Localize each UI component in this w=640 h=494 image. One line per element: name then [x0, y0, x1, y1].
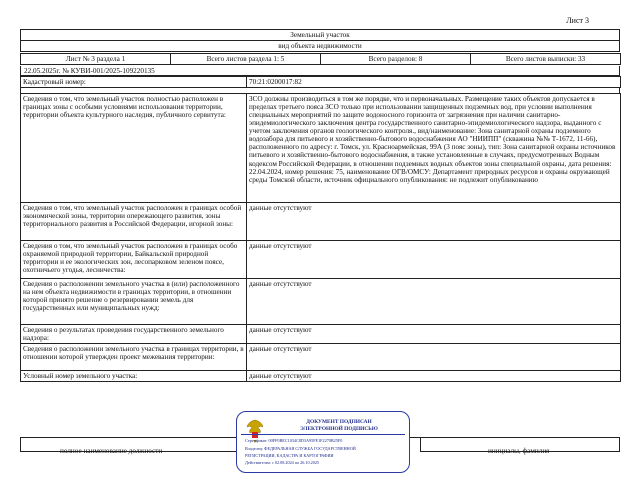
stamp-certificate: Сертификат: 00FF0BEC1034C8D3A95FE1F2270B25F0: [245, 438, 343, 443]
name-caption: инициалы, фамилия: [488, 447, 550, 455]
date-number-row: [20, 66, 620, 76]
total-sheets-section: Всего листов раздела 1: 5: [171, 54, 321, 65]
table-row: [21, 94, 621, 203]
stamp-title-line1: ДОКУМЕНТ ПОДПИСАН: [306, 419, 372, 425]
table-row: [21, 344, 621, 371]
total-sheets-extract: Всего листов выписки: 33: [471, 54, 621, 65]
row-label: Сведения о том, что земельный участок полностью расположен в границах зоны с особыми условиями использования территории, территории объекта культурного наследия, публичного сервитута:: [21, 94, 247, 203]
signature-stamp: [236, 411, 410, 473]
row-value: данные отсутствуют: [247, 325, 621, 344]
row-label: Сведения о расположении земельного участка в границах территории, в отношении которой утвержден проект межевания территории:: [21, 344, 247, 371]
row-label: Сведения о результатах проведения государственного земельного надзора:: [21, 325, 247, 344]
object-name: Земельный участок: [21, 30, 620, 41]
row-label: Условный номер земельного участка:: [21, 371, 247, 382]
row-label: Сведения о расположении земельного участка в (или) расположенного на нем объекта недвижимости в границах территории, в отношении которой принято решение о резервировании земель для государственных или муниципальных нужд:: [21, 279, 247, 325]
stamp-validity: Действителен: с 02.08.2024 по 26.10.2025: [245, 460, 320, 465]
table-row: [21, 371, 621, 382]
row-value: данные отсутствуют: [247, 279, 621, 325]
position-caption: полное наименование должности: [60, 447, 163, 455]
table-row: [21, 325, 621, 344]
sheet-meta: [20, 53, 621, 65]
stamp-title-line2: ЭЛЕКТРОННОЙ ПОДПИСЬЮ: [300, 426, 378, 432]
sheet-label: Лист 3: [566, 16, 589, 25]
stamp-owner-line1: Владелец: ФЕДЕРАЛЬНАЯ СЛУЖБА ГОСУДАРСТВЕННОЙ: [245, 446, 356, 451]
sheet-section: Лист № 3 раздела 1: [21, 54, 171, 65]
object-type: вид объекта недвижимости: [21, 41, 620, 52]
row-value: ЗСО должны производиться в том же порядке, что и первоначальных. Размещение таких объектов допускается в пределах третьего пояса ЗСО только при использовании защищенных подземных вод, при условии выполнения специальных мероприятий по защите водоносного горизонта от загрязнения при наличии санитарно-эпидемиологического заключения центра государственного санитарно-эпидемиологического надзора, выданного с учетом заключения органов геологического контроля., вид/наименование: Зона санитарной охраны подземного водозабора для питьевого и хозяйственно-бытового водоснабжения АО "НИИПП" (скважина №№ Т-1672, 11-66), расположенного по адресу: г. Томск, ул. Красноармейская, 99А (3 пояс зоны), тип: Зона санитарной охраны источников питьевого и хозяйственно-бытового водоснабжения, в также установленные в случаях, предусмотренных Водным кодексом Российской Федерации, в отношении подземных водных объектов зоны специальной охраны, дата решения: 22.04.2024, номер решения: 75, наименование ОГВ/ОМСУ: Департамент природных ресурсов и охраны окружающей среды Томской области, источник официального опубликования: не подлежит опубликованию: [247, 94, 621, 203]
table-row: [21, 279, 621, 325]
row-label: Сведения о том, что земельный участок расположен в границах особо охраняемой природной территории, Байкальской природной территории и ее экологических зон, лесопарковом зеленом поясе, охотничьего угодья, лесничества:: [21, 241, 247, 279]
date-number: 22.05.2025г. № КУВИ-001/2025-109220135: [24, 67, 155, 75]
row-value: данные отсутствуют: [247, 371, 621, 382]
table-row: [21, 241, 621, 279]
stamp-owner-line2: РЕГИСТРАЦИИ, КАДАСТРА И КАРТОГРАФИИ: [245, 453, 334, 458]
row-value: данные отсутствуют: [247, 241, 621, 279]
total-sections: Всего разделов: 8: [321, 54, 471, 65]
row-value: данные отсутствуют: [247, 344, 621, 371]
cadastral-number: 70:21:0200017:82: [247, 77, 621, 88]
cadastral-label: Кадастровый номер:: [21, 77, 247, 88]
table-row: [21, 203, 621, 241]
stamp-divider: [241, 434, 405, 435]
row-label: Сведения о том, что земельный участок расположен в границах особой экономической зоны, территории опережающего развития, зоны территориального развития в Российской Федерации, игорной зоны:: [21, 203, 247, 241]
row-value: данные отсутствуют: [247, 203, 621, 241]
object-header: [20, 29, 620, 52]
info-table: [20, 93, 621, 382]
